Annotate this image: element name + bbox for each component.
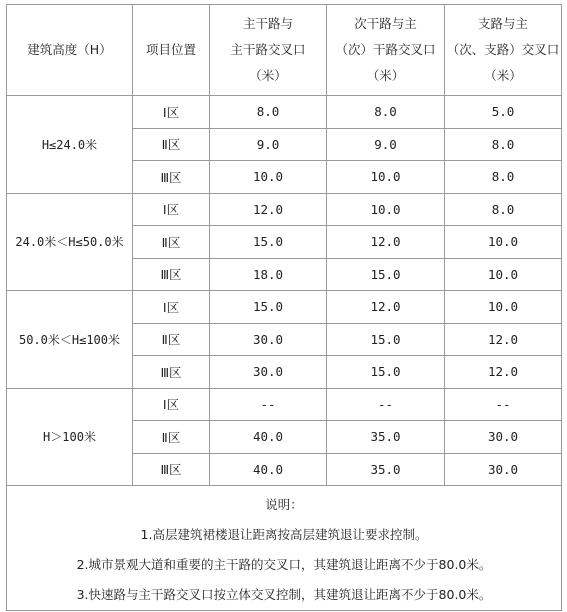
value-cell: 40.0 xyxy=(210,453,327,486)
notes-cell xyxy=(7,486,562,611)
zone-cell: Ⅱ区 xyxy=(133,421,210,454)
value-cell: 8.0 xyxy=(445,193,562,226)
value-cell: 9.0 xyxy=(327,128,445,161)
header-row xyxy=(7,5,562,96)
note-item: 3.快速路与主干路交叉口按立体交叉控制，其建筑退让距离不少于80.0米。 xyxy=(76,587,492,602)
header-line: 次干路与主 xyxy=(354,16,417,31)
value-cell: 30.0 xyxy=(210,323,327,356)
value-cell: 8.0 xyxy=(445,128,562,161)
header-line: （次、支路）交叉口 xyxy=(446,42,560,57)
zone-cell: Ⅱ区 xyxy=(133,128,210,161)
table-row xyxy=(7,291,562,324)
value-cell: 40.0 xyxy=(210,421,327,454)
zone-cell: Ⅰ区 xyxy=(133,388,210,421)
table-row xyxy=(7,388,562,421)
header-secondary-main xyxy=(327,5,445,96)
value-cell: 10.0 xyxy=(210,161,327,194)
value-cell: 9.0 xyxy=(210,128,327,161)
zone-cell: Ⅲ区 xyxy=(133,161,210,194)
table-row xyxy=(7,96,562,129)
zone-cell: Ⅰ区 xyxy=(133,96,210,129)
building-setback-table xyxy=(6,4,562,611)
value-cell: 8.0 xyxy=(327,96,445,129)
height-condition-cell: H≤24.0米 xyxy=(7,96,133,194)
value-cell: 10.0 xyxy=(445,291,562,324)
zone-cell: Ⅲ区 xyxy=(133,453,210,486)
value-cell: 15.0 xyxy=(327,356,445,389)
value-cell: 10.0 xyxy=(445,258,562,291)
note-item: 1.高层建筑裙楼退让距离按高层建筑退让要求控制。 xyxy=(140,527,428,542)
table-row xyxy=(7,193,562,226)
header-line: （次）干路交叉口 xyxy=(335,42,436,57)
value-cell: 18.0 xyxy=(210,258,327,291)
header-line: 主干路交叉口 xyxy=(230,42,306,57)
value-cell: 15.0 xyxy=(210,226,327,259)
zone-cell: Ⅱ区 xyxy=(133,226,210,259)
header-line: 主干路与 xyxy=(242,16,293,31)
value-cell: -- xyxy=(210,388,327,421)
header-line: 支路与主 xyxy=(477,16,528,31)
zone-cell: Ⅰ区 xyxy=(133,291,210,324)
header-zone: 项目位置 xyxy=(133,5,210,96)
zone-cell: Ⅲ区 xyxy=(133,258,210,291)
value-cell: 15.0 xyxy=(327,258,445,291)
notes-title: 说明： xyxy=(265,497,303,512)
header-main-main xyxy=(210,5,327,96)
height-condition-cell: 24.0米＜H≤50.0米 xyxy=(7,193,133,291)
value-cell: 12.0 xyxy=(445,356,562,389)
value-cell: 5.0 xyxy=(445,96,562,129)
value-cell: 8.0 xyxy=(445,161,562,194)
notes-row xyxy=(7,486,562,611)
height-condition-cell: H＞100米 xyxy=(7,388,133,486)
value-cell: 8.0 xyxy=(210,96,327,129)
header-line: （米） xyxy=(484,68,522,83)
value-cell: 12.0 xyxy=(445,323,562,356)
value-cell: -- xyxy=(327,388,445,421)
setback-table-container xyxy=(6,4,561,611)
value-cell: 15.0 xyxy=(327,323,445,356)
header-branch-main xyxy=(445,5,562,96)
value-cell: 10.0 xyxy=(327,193,445,226)
value-cell: 30.0 xyxy=(445,421,562,454)
value-cell: 15.0 xyxy=(210,291,327,324)
height-condition-cell: 50.0米＜H≤100米 xyxy=(7,291,133,389)
header-line: （米） xyxy=(249,68,287,83)
value-cell: 12.0 xyxy=(210,193,327,226)
value-cell: 30.0 xyxy=(445,453,562,486)
header-building-height: 建筑高度（H） xyxy=(7,5,133,96)
value-cell: 30.0 xyxy=(210,356,327,389)
value-cell: 10.0 xyxy=(327,161,445,194)
value-cell: 12.0 xyxy=(327,291,445,324)
zone-cell: Ⅱ区 xyxy=(133,323,210,356)
header-line: （米） xyxy=(366,68,405,83)
value-cell: 35.0 xyxy=(327,453,445,486)
zone-cell: Ⅰ区 xyxy=(133,193,210,226)
value-cell: 35.0 xyxy=(327,421,445,454)
note-item: 2.城市景观大道和重要的主干路的交叉口，其建筑退让距离不少于80.0米。 xyxy=(76,557,492,572)
zone-cell: Ⅲ区 xyxy=(133,356,210,389)
value-cell: 12.0 xyxy=(327,226,445,259)
value-cell: 10.0 xyxy=(445,226,562,259)
value-cell: -- xyxy=(445,388,562,421)
